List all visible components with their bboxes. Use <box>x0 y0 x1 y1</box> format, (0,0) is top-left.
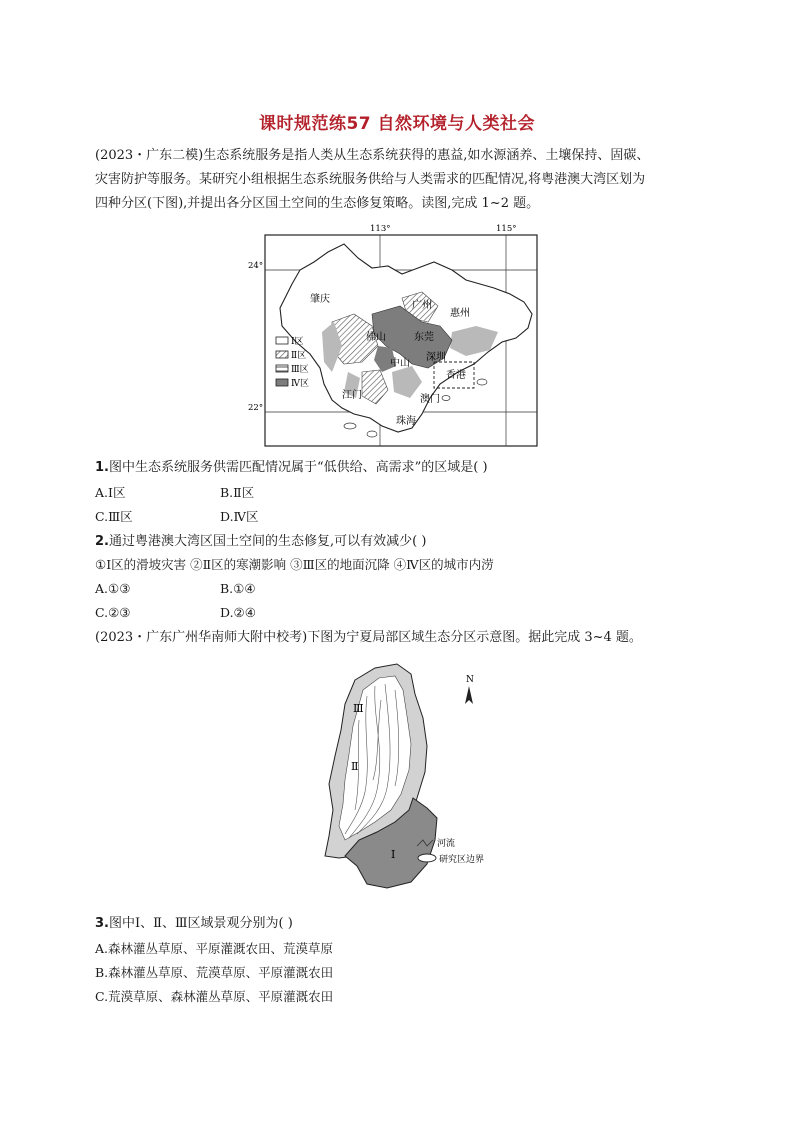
q2-option-d[interactable]: D.②④ <box>220 605 256 620</box>
city-zhaoqing: 肇庆 <box>310 294 330 305</box>
q1-option-c[interactable]: C.Ⅲ区 <box>95 509 133 524</box>
q1-stem <box>95 458 488 478</box>
q2-stem <box>95 532 426 552</box>
q3-number: 3. <box>95 916 109 931</box>
intro2-line: (2023・广东广州华南师大附中校考)下图为宁夏局部区域生态分区示意图。据此完成 3~4 题。 <box>95 630 642 645</box>
intro1-line1: (2023・广东二模)生态系统服务是指人类从生态系统获得的惠益,如水源涵养、土壤保持、固碳、 <box>95 148 650 163</box>
zone1-label: Ⅰ <box>391 848 396 861</box>
q1-option-d[interactable]: D.Ⅳ区 <box>220 509 259 524</box>
boundary-legend-icon <box>418 854 436 862</box>
q1-number: 1. <box>95 460 109 475</box>
legend-river: 河流 <box>437 839 456 849</box>
q1-option-b[interactable]: B.Ⅱ区 <box>220 485 255 500</box>
legend-zone2: Ⅱ区 <box>291 351 307 361</box>
q3-option-a[interactable]: A.森林灌丛草原、平原灌溉农田、荒漠草原 <box>95 941 334 956</box>
city-zhongshan: 中山 <box>390 358 410 369</box>
city-xianggang: 香港 <box>446 370 466 381</box>
q1-text: 图中生态系统服务供需匹配情况属于“低供给、高需求”的区域是( ) <box>108 460 488 475</box>
lon-115: 115° <box>496 224 517 234</box>
page-title: 课时规范练57 自然环境与人类社会 <box>258 114 536 134</box>
intro1-line2: 灾害防护等服务。某研究小组根据生态系统服务供给与人类需求的匹配情况,将粤港澳大湾区划为 <box>95 172 646 187</box>
q2-option-a[interactable]: A.①③ <box>95 581 131 596</box>
q1-option-a[interactable]: A.Ⅰ区 <box>95 485 126 500</box>
q2-option-c[interactable]: C.②③ <box>95 605 131 620</box>
city-guangzhou: 广州 <box>412 300 432 311</box>
city-huizhou: 惠州 <box>450 308 470 319</box>
q3-stem <box>95 914 293 934</box>
svg-text:N: N <box>466 675 474 685</box>
ningxia-zone-map <box>315 660 500 892</box>
lon-113: 113° <box>370 224 391 234</box>
zone3-label: Ⅲ <box>353 702 364 715</box>
legend-zone3: Ⅲ区 <box>291 365 309 375</box>
legend-zone4: Ⅳ区 <box>291 379 309 389</box>
city-foshan: 佛山 <box>366 332 386 343</box>
city-shenzhen: 深圳 <box>426 352 446 363</box>
q2-text: 通过粤港澳大湾区国土空间的生态修复,可以有效减少( ) <box>108 534 427 549</box>
zone2-label: Ⅱ <box>351 760 359 773</box>
city-aomen: 澳门 <box>420 394 440 405</box>
lat-24: 24° <box>248 261 264 271</box>
q2-number: 2. <box>95 534 109 549</box>
q3-option-b[interactable]: B.森林灌丛草原、荒漠草原、平原灌溉农田 <box>95 965 334 980</box>
q2-statements: ①Ⅰ区的滑坡灾害 ②Ⅱ区的寒潮影响 ③Ⅲ区的地面沉降 ④Ⅳ区的城市内涝 <box>95 557 494 572</box>
lat-22: 22° <box>248 403 264 413</box>
q3-text: 图中Ⅰ、Ⅱ、Ⅲ区域景观分别为( ) <box>108 916 293 931</box>
greater-bay-area-map <box>248 222 542 448</box>
legend-boundary: 研究区边界 <box>439 855 485 865</box>
q2-option-b[interactable]: B.①④ <box>220 581 256 596</box>
intro1-line3: 四种分区(下图),并提出各分区国土空间的生态修复策略。读图,完成 1~2 题。 <box>95 196 540 211</box>
city-dongguan: 东莞 <box>414 332 434 343</box>
city-zhuhai: 珠海 <box>396 416 416 427</box>
legend-zone1: Ⅰ区 <box>291 337 304 347</box>
city-jiangmen: 江门 <box>342 390 362 401</box>
q3-option-c[interactable]: C.荒漠草原、森林灌丛草原、平原灌溉农田 <box>95 989 334 1004</box>
north-arrow-icon <box>465 675 474 704</box>
